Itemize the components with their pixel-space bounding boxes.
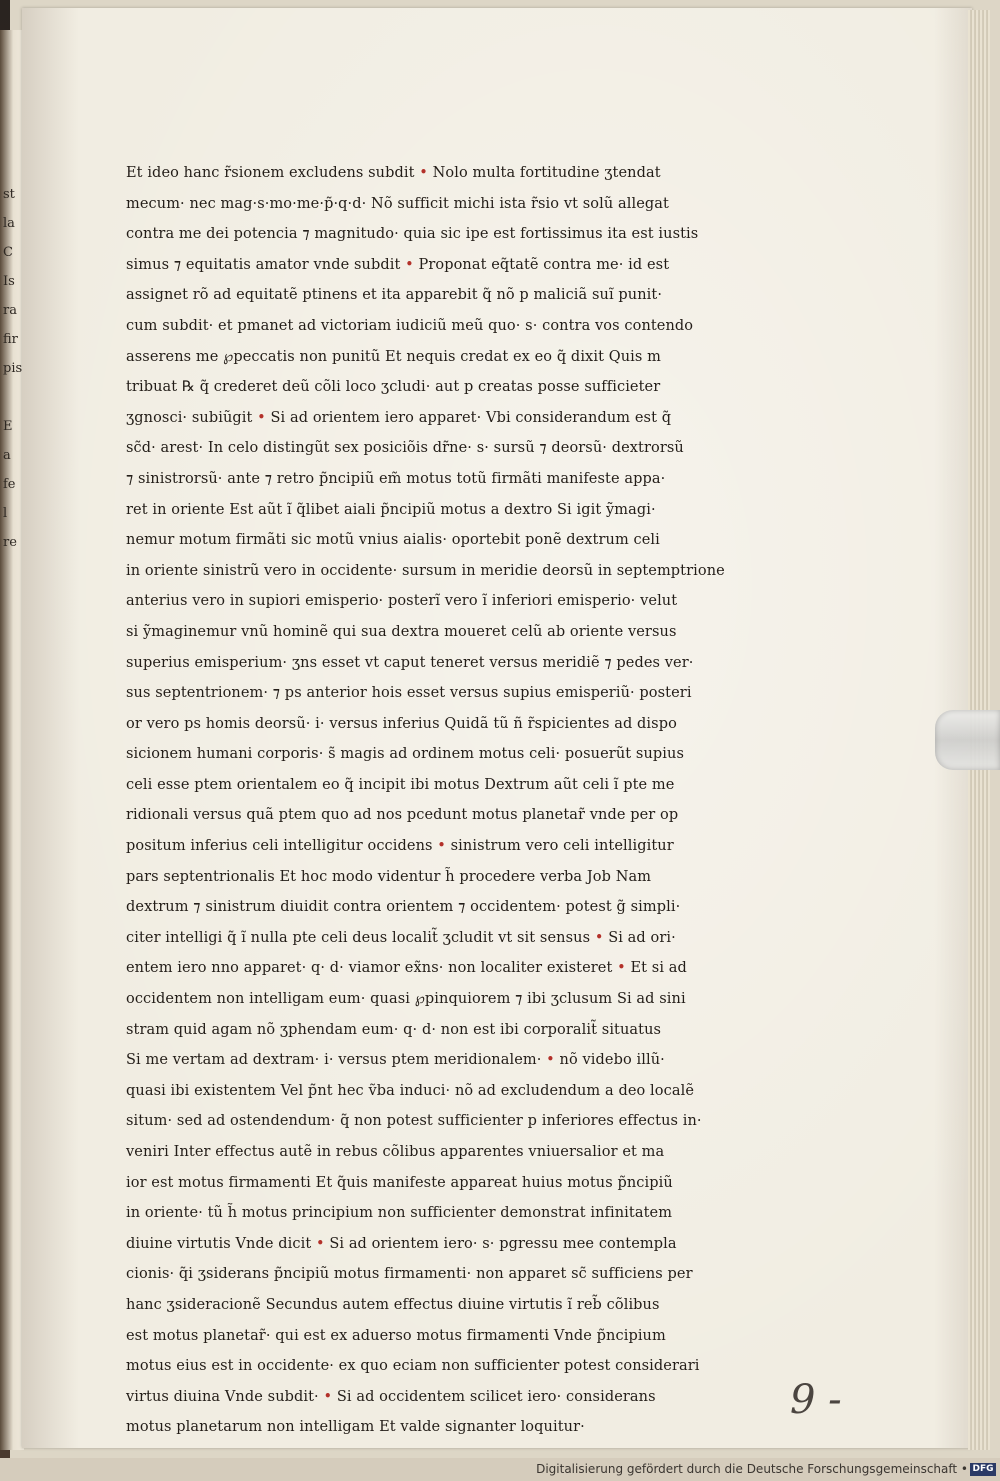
text-line: simus ⁊ equitatis amator vnde subdit • Proponat eq̃tatẽ contra me· id est xyxy=(126,256,670,273)
text-line: ridionali versus quã ptem quo ad nos pcedunt motus planetar̃ vnde per op xyxy=(126,807,679,824)
text-line: stram quid agam nõ ʒphendam eum· q· d· non est ibi corporalit̃ situatus xyxy=(126,1021,662,1038)
rubric-mark: • xyxy=(437,838,446,855)
folio-number: 9 - xyxy=(790,1377,842,1423)
text-line: or vero ps homis deorsũ· i· versus inferius Quidã tũ ñ r̃spicientes ad dispo xyxy=(126,715,677,732)
text-line: dextrum ⁊ sinistrum diuidit contra orientem ⁊ occidentem· potest g̃ simpli· xyxy=(126,899,681,916)
text-line: ret in oriente Est aũt ĩ q̃libet aiali p̃ncipiũ motus a dextro Si igit ỹmagi· xyxy=(126,501,656,518)
dfg-logo: DFG xyxy=(970,1463,996,1476)
rubric-mark: • xyxy=(594,929,604,946)
rubric-mark: • xyxy=(546,1052,555,1069)
text-line: citer intelligi q̃ ĩ nulla pte celi deus localit̃ ʒcludit vt sit sensus • Si ad ori· xyxy=(126,929,676,946)
text-line: diuine virtutis Vnde dicit • Si ad orientem iero· s· pgressu mee contempla xyxy=(126,1235,677,1252)
text-line: mecum· nec mag·s·mo·me·p̃·q·d· Nõ sufficit michi ista r̃sio vt solũ allegat xyxy=(126,195,669,212)
rubric-mark: • xyxy=(323,1388,333,1405)
text-line: anterius vero in supiori emisperio· posterĩ vero ĩ inferiori emisperio· velut xyxy=(126,593,678,610)
text-line: motus planetarum non intelligam Et valde signanter loquitur· xyxy=(126,1419,585,1436)
text-line: est motus planetar̃· qui est ex aduerso motus firmamenti Vnde p̃ncipium xyxy=(126,1327,666,1344)
text-line: celi esse ptem orientalem eo q̃ incipit ibi motus Dextrum aũt celi ĩ pte me xyxy=(126,776,675,793)
text-line: nemur motum firmãti sic motũ vnius aialis· oportebit ponẽ dextrum celi xyxy=(126,532,660,549)
text-line: si ỹmaginemur vnũ hominẽ qui sua dextra moueret celũ ab oriente versus xyxy=(126,623,677,640)
text-line: sc̃d· arest· In celo distingũt sex posiciõis dr̃ne· s· sursũ ⁊ deorsũ· dextrorsũ xyxy=(126,440,684,457)
rubric-mark: • xyxy=(419,165,428,181)
rubric-mark: • xyxy=(617,960,626,977)
text-line: situm· sed ad ostendendum· q̃ non potest sufficienter p inferiores effectus in· xyxy=(126,1113,702,1130)
text-line: entem iero nno apparet· q· d· viamor ex̃ns· non localiter existeret • Et si ad xyxy=(126,960,687,977)
left-page-fragment-text: st la C Is ra fir pis E a fe l re xyxy=(3,187,23,550)
text-line: asserens me ℘peccatis non punitũ Et nequis credat ex eo q̃ dixit Quis m xyxy=(126,348,661,365)
text-line: quasi ibi existentem Vel p̃nt hec ṽba induci· nõ ad excludendum a deo localẽ xyxy=(126,1082,695,1099)
text-line: positum inferius celi intelligitur occidens • sinistrum vero celi intelligitur xyxy=(126,838,674,855)
text-line: ior est motus firmamenti Et q̃uis manifeste appareat huius motus p̃ncipiũ xyxy=(126,1174,673,1191)
text-line: sicionem humani corporis· s̃ magis ad ordinem motus celi· posuerũt supius xyxy=(126,746,684,763)
text-line: ⁊ sinistrorsũ· ante ⁊ retro p̃ncipiũ em̃ motus totũ firmãti manifeste appa· xyxy=(126,470,666,487)
text-line: Et ideo hanc r̃sionem excludens subdit • Nolo multa fortitudine ʒtendat xyxy=(126,165,661,181)
text-line: occidentem non intelligam eum· quasi ℘pinquiorem ⁊ ibi ʒclusum Si ad sini xyxy=(126,991,686,1008)
rubric-mark: • xyxy=(315,1235,325,1252)
text-line: veniri Inter effectus autẽ in rebus cõlibus apparentes vniuersalior et ma xyxy=(126,1144,665,1160)
text-line: superius emisperium· ʒns esset vt caput teneret versus meridiẽ ⁊ pedes ver· xyxy=(126,654,694,671)
text-line: in oriente· tũ h̃ motus principium non sufficienter demonstrat infinitatem xyxy=(126,1205,673,1222)
text-line: Si me vertam ad dextram· i· versus ptem meridionalem· • nõ videbo illũ· xyxy=(126,1052,665,1069)
text-line: tribuat ℞ q̃ crederet deũ cõli loco ʒcludi· aut p creatas posse sufficieter xyxy=(126,379,661,396)
text-line: contra me dei potencia ⁊ magnitudo· quia sic ipe est fortissimus ita est iustis xyxy=(126,226,699,243)
text-line: cum subdit· et pmanet ad victoriam iudiciũ meũ quo· s· contra vos contendo xyxy=(126,317,694,334)
printed-text-block xyxy=(126,158,776,1443)
text-line: virtus diuina Vnde subdit· • Si ad occidentem scilicet iero· considerans xyxy=(126,1388,656,1405)
text-line: motus eius est in occidente· ex quo eciam non sufficienter potest considerari xyxy=(126,1358,700,1375)
text-line: hanc ʒsideracionẽ Secundus autem effectus diuine virtutis ĩ reb̃ cõlibus xyxy=(126,1296,660,1313)
text-line: assignet rõ ad equitatẽ ptinens et ita apparebit q̃ nõ p maliciã suĩ punit· xyxy=(126,287,663,304)
text-line: cionis· q̃i ʒsiderans p̃ncipiũ motus firmamenti· non apparet sc̃ sufficiens per xyxy=(126,1266,693,1283)
digitization-credit: Digitalisierung gefördert durch die Deutsche Forschungsgemeinschaft • xyxy=(536,1462,968,1476)
text-line: sus septentrionem· ⁊ ps anterior hois esset versus supius emisperiũ· posteri xyxy=(126,685,692,702)
text-line: pars septentrionalis Et hoc modo videntur h̃ procedere verba Job Nam xyxy=(126,868,652,885)
text-line: ʒgnosci· subiũgit • Si ad orientem iero apparet· Vbi considerandum est q̃ xyxy=(126,409,672,426)
page-clip xyxy=(935,710,1000,770)
rubric-mark: • xyxy=(257,409,266,426)
rubric-mark: • xyxy=(405,256,414,273)
text-line: in oriente sinistrũ vero in occidente· sursum in meridie deorsũ in septemptrione xyxy=(126,562,725,579)
